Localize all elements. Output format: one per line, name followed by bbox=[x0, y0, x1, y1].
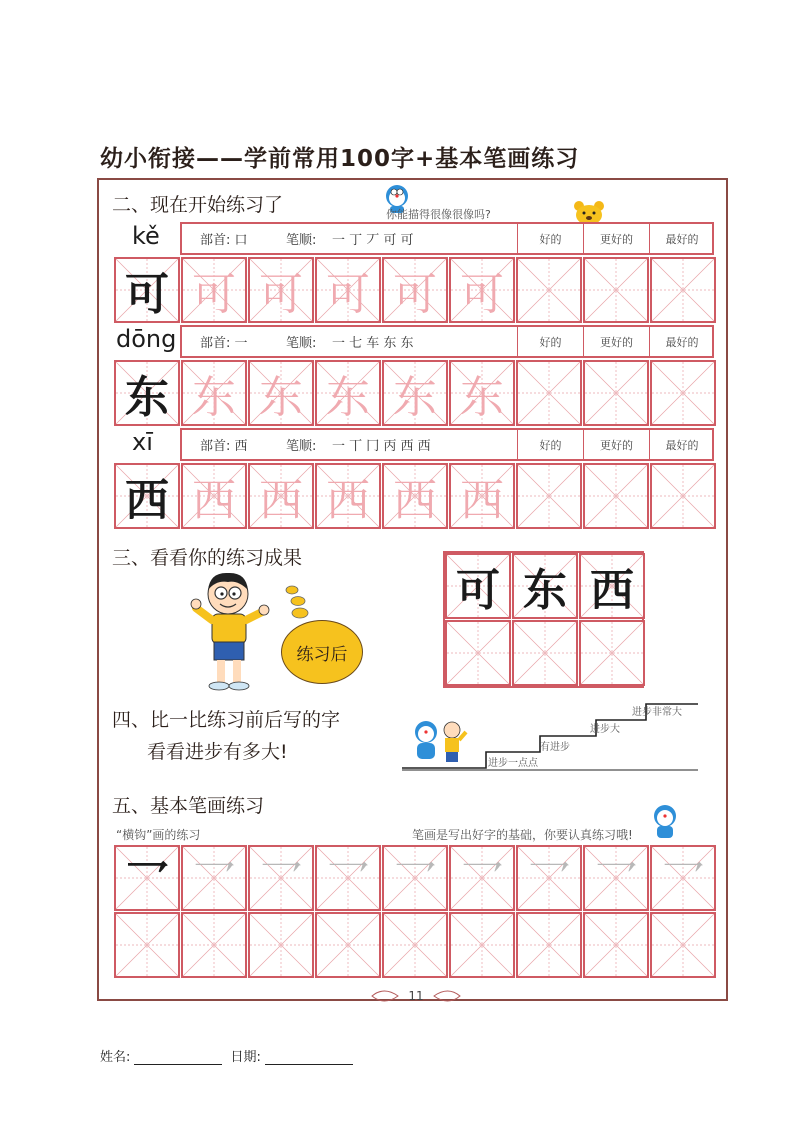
trace-character-cell-char: 可 bbox=[192, 269, 236, 320]
stroke-trace-cell-char: 乛 bbox=[527, 857, 571, 908]
blank-practice-cell[interactable] bbox=[516, 360, 582, 426]
rating-label: 好的 bbox=[517, 327, 583, 356]
practice-grid-row bbox=[114, 463, 717, 531]
trace-character-cell-char: 西 bbox=[259, 475, 303, 526]
stroke-trace-cell[interactable] bbox=[583, 845, 649, 911]
trace-character-cell-char: 可 bbox=[393, 269, 437, 320]
trace-character-cell-char: 东 bbox=[393, 372, 437, 423]
blank-practice-cell[interactable] bbox=[583, 360, 649, 426]
trace-character-cell-char: 西 bbox=[326, 475, 370, 526]
practice-grid-row bbox=[114, 257, 717, 325]
trace-character-cell[interactable] bbox=[449, 257, 515, 323]
trace-character-cell[interactable] bbox=[248, 257, 314, 323]
stroke-order-sequence: 一 丅 冂 丙 西 西 bbox=[332, 439, 431, 454]
rating-label: 更好的 bbox=[583, 224, 649, 253]
stroke-blank-cell[interactable] bbox=[181, 912, 247, 978]
stroke-blank-cell[interactable] bbox=[650, 912, 716, 978]
model-character-cell[interactable] bbox=[114, 463, 180, 529]
stroke-model-cell[interactable] bbox=[114, 845, 180, 911]
stroke-trace-cell-char: 乛 bbox=[326, 857, 370, 908]
trace-character-cell-char: 西 bbox=[393, 475, 437, 526]
stroke-order-label: 笔顺: bbox=[286, 233, 317, 248]
footer bbox=[100, 1046, 357, 1065]
result-character-cell-char: 东 bbox=[523, 565, 567, 616]
trace-character-cell-char: 可 bbox=[259, 269, 303, 320]
after-practice-badge: 练习后 bbox=[281, 620, 363, 684]
stroke-blank-cell[interactable] bbox=[315, 912, 381, 978]
stroke-blank-cell[interactable] bbox=[114, 912, 180, 978]
model-character-cell-char: 西 bbox=[125, 475, 169, 526]
rating-label: 更好的 bbox=[583, 430, 649, 459]
result-character-cell[interactable] bbox=[445, 553, 511, 619]
stroke-blank-cell[interactable] bbox=[516, 912, 582, 978]
name-blank[interactable] bbox=[134, 1050, 222, 1065]
result-grid-row bbox=[445, 620, 646, 688]
stroke-trace-cell-char: 乛 bbox=[460, 857, 504, 908]
stroke-blank-cell[interactable] bbox=[449, 912, 515, 978]
blank-practice-cell[interactable] bbox=[650, 463, 716, 529]
stroke-grid-row bbox=[114, 845, 717, 913]
name-label: 姓名: bbox=[100, 1050, 131, 1065]
section4-subheading: 看看进步有多大! bbox=[147, 741, 288, 763]
stroke-trace-cell[interactable] bbox=[650, 845, 716, 911]
blank-practice-cell[interactable] bbox=[650, 360, 716, 426]
section2-heading: 二、现在开始练习了 bbox=[112, 194, 284, 216]
thought-bubbles-icon bbox=[284, 584, 310, 624]
page-number bbox=[368, 984, 464, 1008]
rating-label: 更好的 bbox=[583, 327, 649, 356]
trace-character-cell-char: 可 bbox=[326, 269, 370, 320]
radical-label: 部首: 口 bbox=[200, 233, 248, 248]
model-character-cell[interactable] bbox=[114, 257, 180, 323]
blank-practice-cell[interactable] bbox=[583, 463, 649, 529]
result-blank-cell[interactable] bbox=[579, 620, 645, 686]
trace-character-cell-char: 东 bbox=[460, 372, 504, 423]
result-character-cell-char: 西 bbox=[590, 565, 634, 616]
stroke-trace-cell-char: 乛 bbox=[393, 857, 437, 908]
rating-label: 最好的 bbox=[649, 430, 714, 459]
trace-character-cell[interactable] bbox=[181, 360, 247, 426]
character-info-row bbox=[180, 325, 714, 358]
stroke-tip: 笔画是写出好字的基础，你要认真练习哦! bbox=[412, 828, 633, 842]
result-blank-cell[interactable] bbox=[512, 620, 578, 686]
step-label-3: 进步大 bbox=[590, 724, 620, 735]
speech-bubble-text: 你能描得很像很像吗? bbox=[386, 208, 491, 221]
stroke-trace-cell[interactable] bbox=[382, 845, 448, 911]
result-grid-row bbox=[445, 553, 646, 621]
trace-character-cell-char: 东 bbox=[259, 372, 303, 423]
pinyin-label: xī bbox=[132, 428, 153, 456]
result-character-cell[interactable] bbox=[512, 553, 578, 619]
step-label-1: 进步一点点 bbox=[488, 758, 538, 769]
stroke-trace-cell-char: 乛 bbox=[259, 857, 303, 908]
trace-character-cell[interactable] bbox=[315, 463, 381, 529]
doraemon-boy-icon bbox=[412, 718, 468, 772]
model-character-cell-char: 东 bbox=[125, 372, 169, 423]
rating-label: 最好的 bbox=[649, 327, 714, 356]
radical-label: 部首: 西 bbox=[200, 439, 248, 454]
stroke-trace-cell[interactable] bbox=[181, 845, 247, 911]
stroke-blank-cell[interactable] bbox=[382, 912, 448, 978]
blank-practice-cell[interactable] bbox=[516, 257, 582, 323]
trace-character-cell[interactable] bbox=[181, 463, 247, 529]
page-title: 幼小衔接——学前常用100字+基本笔画练习 bbox=[100, 146, 580, 172]
step-label-4: 进步非常大 bbox=[632, 707, 682, 718]
character-info-row bbox=[180, 428, 714, 461]
boy-cartoon-icon bbox=[188, 568, 270, 700]
trace-character-cell-char: 西 bbox=[460, 475, 504, 526]
blank-practice-cell[interactable] bbox=[583, 257, 649, 323]
result-character-cell-char: 可 bbox=[456, 565, 500, 616]
date-blank[interactable] bbox=[265, 1050, 353, 1065]
stroke-blank-cell[interactable] bbox=[583, 912, 649, 978]
trace-character-cell-char: 东 bbox=[326, 372, 370, 423]
trace-character-cell-char: 西 bbox=[192, 475, 236, 526]
trace-character-cell[interactable] bbox=[248, 360, 314, 426]
blank-practice-cell[interactable] bbox=[650, 257, 716, 323]
stroke-trace-cell-char: 乛 bbox=[594, 857, 638, 908]
section4-heading: 四、比一比练习前后写的字 bbox=[112, 709, 341, 731]
stroke-trace-cell-char: 乛 bbox=[192, 857, 236, 908]
stroke-trace-cell[interactable] bbox=[449, 845, 515, 911]
stroke-order-sequence: 一 丁 丆 可 可 bbox=[332, 233, 414, 248]
section5-heading: 五、基本笔画练习 bbox=[112, 795, 265, 817]
stroke-blank-cell[interactable] bbox=[248, 912, 314, 978]
trace-character-cell[interactable] bbox=[449, 360, 515, 426]
character-info-row bbox=[180, 222, 714, 255]
section3-heading: 三、看看你的练习成果 bbox=[112, 547, 303, 569]
doraemon-icon-2 bbox=[652, 804, 678, 844]
trace-character-cell[interactable] bbox=[382, 360, 448, 426]
trace-character-cell[interactable] bbox=[449, 463, 515, 529]
rating-label: 好的 bbox=[517, 430, 583, 459]
trace-character-cell[interactable] bbox=[181, 257, 247, 323]
radical-label: 部首: 一 bbox=[200, 336, 248, 351]
trace-character-cell-char: 可 bbox=[460, 269, 504, 320]
stroke-model-cell-char: 乛 bbox=[125, 857, 169, 908]
practice-grid-row bbox=[114, 360, 717, 428]
model-character-cell-char: 可 bbox=[125, 269, 169, 320]
stroke-trace-cell[interactable] bbox=[315, 845, 381, 911]
trace-character-cell[interactable] bbox=[315, 360, 381, 426]
stroke-trace-cell[interactable] bbox=[248, 845, 314, 911]
blank-practice-cell[interactable] bbox=[516, 463, 582, 529]
pinyin-label: kě bbox=[132, 222, 160, 250]
trace-character-cell[interactable] bbox=[315, 257, 381, 323]
model-character-cell[interactable] bbox=[114, 360, 180, 426]
trace-character-cell[interactable] bbox=[248, 463, 314, 529]
date-label: 日期: bbox=[230, 1050, 261, 1065]
rating-label: 最好的 bbox=[649, 224, 714, 253]
trace-character-cell[interactable] bbox=[382, 463, 448, 529]
stroke-grid-row bbox=[114, 912, 717, 980]
trace-character-cell[interactable] bbox=[382, 257, 448, 323]
result-blank-cell[interactable] bbox=[445, 620, 511, 686]
stroke-order-sequence: 一 七 车 东 东 bbox=[332, 336, 414, 351]
page-number-text: 11 bbox=[408, 989, 424, 1003]
stroke-caption: “横钩”画的练习 bbox=[116, 828, 201, 842]
step-label-2: 有进步 bbox=[540, 742, 570, 753]
stroke-trace-cell[interactable] bbox=[516, 845, 582, 911]
result-character-cell[interactable] bbox=[579, 553, 645, 619]
stroke-order-label: 笔顺: bbox=[286, 336, 317, 351]
rating-label: 好的 bbox=[517, 224, 583, 253]
stroke-trace-cell-char: 乛 bbox=[661, 857, 705, 908]
trace-character-cell-char: 东 bbox=[192, 372, 236, 423]
stroke-order-label: 笔顺: bbox=[286, 439, 317, 454]
pinyin-label: dōng bbox=[116, 325, 177, 353]
